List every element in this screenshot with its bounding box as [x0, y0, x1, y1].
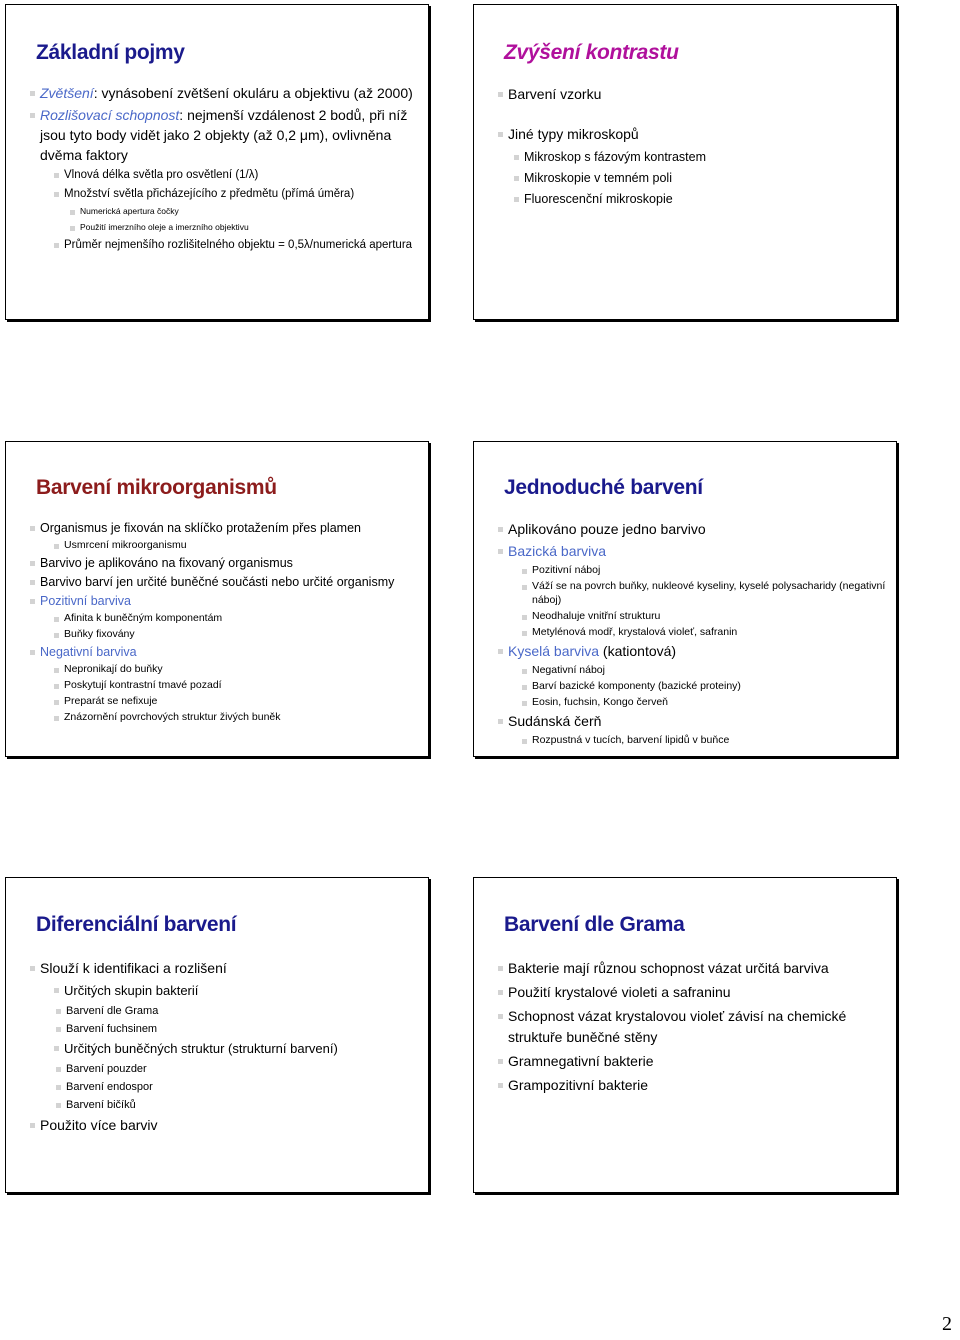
- list-item: Gramnegativní bakterie: [496, 1051, 886, 1072]
- page-number: 2: [942, 1313, 952, 1335]
- slide-zvyseni-kontrastu: [473, 4, 897, 320]
- list-item: [496, 641, 886, 661]
- list-item: Bakterie mají různou schopnost vázat určitá barviva: [496, 958, 886, 979]
- list-item: Aplikováno pouze jedno barvivo: [496, 519, 886, 539]
- list-item: Sudánská čerň: [496, 711, 886, 731]
- list-item: Barvení pouzder: [54, 1061, 418, 1077]
- list-item: Barvivo je aplikováno na fixovaný organismus: [28, 554, 418, 572]
- term-lead: Rozlišovací schopnost: [40, 107, 180, 123]
- slide-title: Základní pojmy: [36, 41, 185, 64]
- bullet-list: [28, 83, 418, 256]
- list-item: Barvivo barví jen určité buněčné součásti nebo určité organismy: [28, 573, 418, 591]
- list-item: Poskytují kontrastní tmavé pozadí: [52, 678, 418, 693]
- list-item: Množství světla přicházejícího z předmětu (přímá úměra): [52, 186, 418, 202]
- slide-barveni-mikroorganismu: [5, 441, 429, 757]
- list-item: Průměr nejmenšího rozlišitelného objektu = 0,5λ/numerická apertura: [52, 237, 418, 253]
- list-item: Použito více barviv: [28, 1115, 418, 1136]
- slide-title: Zvýšení kontrastu: [504, 41, 679, 64]
- slide-title: Jednoduché barvení: [504, 476, 703, 499]
- list-item: Pozitivní náboj: [520, 563, 886, 577]
- list-item: Váží se na povrch buňky, nukleové kyseliny, kyselé polysacharidy (negativní náboj): [520, 579, 886, 607]
- term-lead: Zvětšení: [40, 85, 94, 101]
- term-text: : nejmenší vzdálenost 2 bodů, při níž jsou tyto body vidět jako 2 objekty (až 0,2 μm), ovlivněna dvěma faktory: [40, 107, 408, 163]
- list-item: Mikroskop s fázovým kontrastem: [512, 148, 886, 166]
- slide-title: Barvení mikroorganismů: [36, 476, 277, 499]
- bullet-list: [496, 84, 886, 211]
- list-item: Určitých skupin bakterií: [52, 981, 418, 1000]
- list-item: Slouží k identifikaci a rozlišení: [28, 958, 418, 979]
- list-item: Pozitivní barviva: [28, 592, 418, 610]
- list-item: Znázornění povrchových struktur živých buněk: [52, 710, 418, 725]
- list-item: Preparát se nefixuje: [52, 694, 418, 709]
- list-item: Negativní barviva: [28, 643, 418, 661]
- list-item: [28, 105, 418, 165]
- list-item: Rozpustná v tucích, barvení lipidů v buňce: [520, 733, 886, 747]
- list-item: Usmrcení mikroorganismu: [52, 538, 418, 553]
- term-lead: Kyselá barviva: [508, 643, 600, 659]
- list-item: Nepronikají do buňky: [52, 662, 418, 677]
- list-item: Afinita k buněčným komponentám: [52, 611, 418, 626]
- list-item: Fluorescenční mikroskopie: [512, 190, 886, 208]
- list-item: Barvení vzorku: [496, 84, 886, 104]
- list-item: Negativní náboj: [520, 663, 886, 677]
- list-item: Barvení dle Grama: [54, 1003, 418, 1019]
- bullet-list: [496, 958, 886, 1099]
- slide-barveni-dle-grama: [473, 877, 897, 1193]
- list-item: Grampozitivní bakterie: [496, 1075, 886, 1096]
- list-item: Numerická apertura čočky: [68, 205, 418, 218]
- list-item: Barvení bičíků: [54, 1097, 418, 1113]
- list-item: Jiné typy mikroskopů: [496, 124, 886, 144]
- list-item: Barvení fuchsinem: [54, 1021, 418, 1037]
- list-item: [28, 83, 418, 103]
- slide-title: Barvení dle Grama: [504, 913, 685, 936]
- list-item: Mikroskopie v temném poli: [512, 169, 886, 187]
- term-text: : vynásobení zvětšení okuláru a objektivu (až 2000): [93, 85, 413, 101]
- list-item: Neodhaluje vnitřní strukturu: [520, 609, 886, 623]
- list-item: Schopnost vázat krystalovou violeť závisí na chemické struktuře buněčné stěny: [496, 1006, 886, 1048]
- bullet-list: [496, 519, 886, 749]
- list-item: Buňky fixovány: [52, 627, 418, 642]
- list-item: Určitých buněčných struktur (strukturní barvení): [52, 1039, 418, 1058]
- list-item: Vlnová délka světla pro osvětlení (1/λ): [52, 167, 418, 183]
- slide-title: Diferenciální barvení: [36, 913, 237, 936]
- slide-zakladni-pojmy: [5, 4, 429, 320]
- slide-diferencialni-barveni: [5, 877, 429, 1193]
- list-item: Barví bazické komponenty (bazické proteiny): [520, 679, 886, 693]
- slide-jednoduche-barveni: [473, 441, 897, 757]
- list-item: Barvení endospor: [54, 1079, 418, 1095]
- list-item: Eosin, fuchsin, Kongo červeň: [520, 695, 886, 709]
- bullet-list: [28, 958, 418, 1138]
- list-item: Použití krystalové violeti a safraninu: [496, 982, 886, 1003]
- term-text: (kationtová): [599, 643, 677, 659]
- list-item: Bazická barviva: [496, 541, 886, 561]
- bullet-list: [28, 519, 418, 726]
- list-item: Metylénová modř, krystalová violeť, safranin: [520, 625, 886, 639]
- list-item: Použití imerzního oleje a imerzního objektivu: [68, 221, 418, 234]
- list-item: Organismus je fixován na sklíčko protažením přes plamen: [28, 519, 418, 537]
